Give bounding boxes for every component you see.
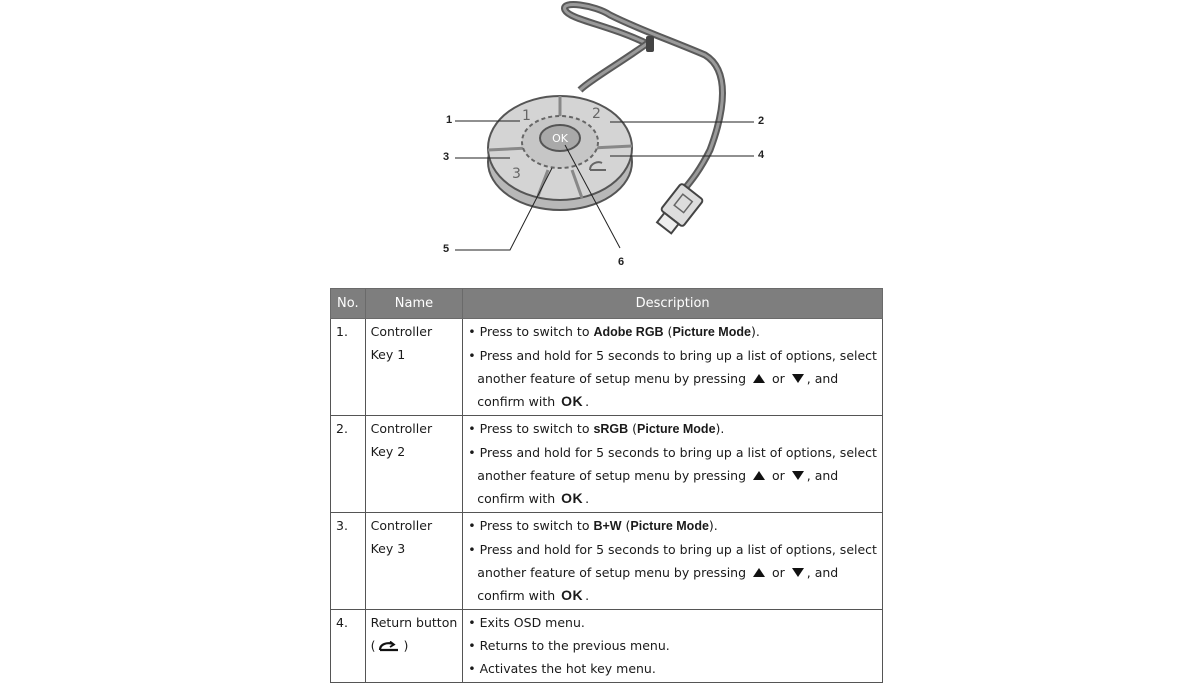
row-name: Return button: [370, 615, 458, 630]
bullet: •: [468, 324, 476, 339]
row-description: [463, 610, 883, 683]
return-arrow-icon: [378, 641, 400, 653]
desc-line: confirm with OK .: [477, 587, 590, 603]
callout-2: 2: [758, 115, 765, 127]
ok-icon: OK: [561, 587, 584, 603]
row-description: [463, 319, 883, 416]
desc-line: • Press and hold for 5 seconds to bring up a list of options, select: [468, 542, 877, 557]
row-name: Controller Key 2: [365, 416, 463, 513]
desc-line: • Press to switch to Adobe RGB (Picture Mode).: [468, 324, 760, 339]
desc-line: confirm with OK .: [477, 490, 590, 506]
ok-icon: OK: [561, 490, 584, 506]
callout-5: 5: [443, 243, 450, 255]
callout-6: 6: [618, 256, 625, 268]
row-no: 1.: [331, 319, 366, 416]
callout-1: 1: [446, 114, 453, 126]
row-description: [463, 513, 883, 610]
desc-line: • Press to switch to sRGB (Picture Mode).: [468, 421, 725, 436]
desc-line: confirm with OK .: [477, 393, 590, 409]
row-no: 3.: [331, 513, 366, 610]
table-row: [331, 513, 883, 610]
down-arrow-icon: [792, 568, 804, 577]
up-arrow-icon: [753, 471, 765, 480]
desc-line: • Press to switch to B+W (Picture Mode).: [468, 518, 718, 533]
row-name: Controller Key 3: [365, 513, 463, 610]
up-arrow-icon: [753, 374, 765, 383]
header-no: No.: [331, 289, 366, 319]
controller-keys-table: [330, 288, 883, 683]
desc-line: another feature of setup menu by pressing or , and: [477, 565, 839, 580]
controller-illustration: [420, 0, 780, 282]
key-3-label: 3: [512, 166, 521, 182]
header-description: Description: [463, 289, 883, 319]
row-no: 2.: [331, 416, 366, 513]
header-name: Name: [365, 289, 463, 319]
up-arrow-icon: [753, 568, 765, 577]
callout-3: 3: [443, 151, 450, 163]
desc-line: • Press and hold for 5 seconds to bring up a list of options, select: [468, 348, 877, 363]
row-no: 4.: [331, 610, 366, 683]
down-arrow-icon: [792, 374, 804, 383]
desc-line: • Activates the hot key menu.: [468, 661, 656, 676]
ok-button-label: OK: [552, 132, 568, 145]
return-symbol: ( ): [370, 638, 409, 653]
cable-tie: [646, 36, 654, 52]
ok-icon: OK: [561, 393, 584, 409]
table-header-row: [331, 289, 883, 319]
desc-line: another feature of setup menu by pressing or , and: [477, 468, 839, 483]
table-row: [331, 319, 883, 416]
row-name-cell: [365, 610, 463, 683]
desc-line: • Returns to the previous menu.: [468, 638, 670, 653]
callout-4: 4: [758, 149, 765, 161]
usb-connector: [653, 183, 703, 236]
table-row: [331, 416, 883, 513]
row-description: [463, 416, 883, 513]
controller-diagram: [420, 0, 780, 282]
table-row: [331, 610, 883, 683]
row-name: Controller Key 1: [365, 319, 463, 416]
key-1-label: 1: [522, 108, 531, 124]
desc-line: • Exits OSD menu.: [468, 615, 585, 630]
desc-line: • Press and hold for 5 seconds to bring up a list of options, select: [468, 445, 877, 460]
down-arrow-icon: [792, 471, 804, 480]
desc-line: another feature of setup menu by pressing or , and: [477, 371, 839, 386]
key-2-label: 2: [592, 106, 601, 122]
